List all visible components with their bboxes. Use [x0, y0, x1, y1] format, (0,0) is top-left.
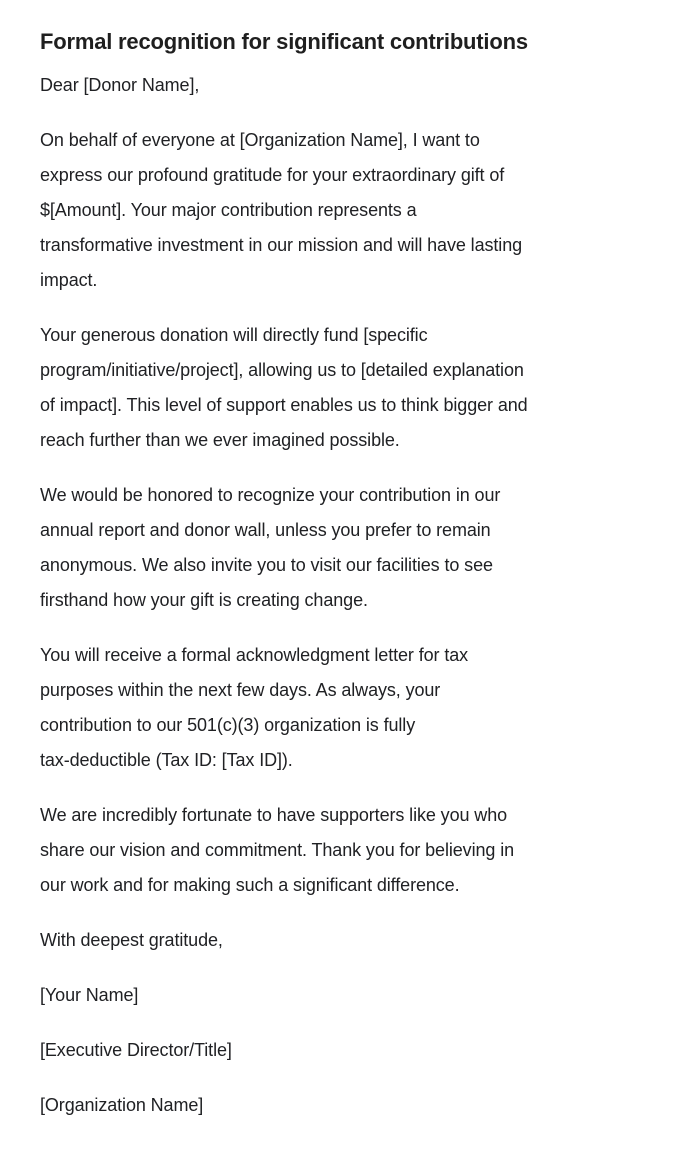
paragraph-recognition: We would be honored to recognize your contribution in our annual report and donor wall, unless you prefer to remain anonymous. We also invite you to visit our facilities to see firsthand how your gift is creating change. [40, 485, 501, 610]
salutation: Dear [Donor Name], [40, 75, 200, 95]
signature-organization: [Organization Name] [40, 1095, 204, 1115]
signature-title: [Executive Director/Title] [40, 1040, 232, 1060]
signature-name: [Your Name] [40, 985, 139, 1005]
page-title: Formal recognition for significant contributions [40, 29, 528, 54]
paragraph-funding: Your generous donation will directly fund [specific program/initiative/project], allowing us to [detailed explanation of impact]. This level of support enables us to think bigger and reach further than we ever imagined possible. [40, 325, 528, 450]
closing: With deepest gratitude, [40, 930, 223, 950]
paragraph-gratitude: On behalf of everyone at [Organization Name], I want to express our profound gratitude for your extraordinary gift of $[Amount]. Your major contribution represents a transformative investment in our mission and will have lasting impact. [40, 130, 523, 290]
paragraph-thanks: We are incredibly fortunate to have supporters like you who share our vision and commitment. Thank you for believing in our work and for making such a significant difference. [40, 805, 515, 895]
paragraph-tax: You will receive a formal acknowledgment letter for tax purposes within the next few days. As always, your contribution to our 501(c)(3) organization is fully tax-deductible (Tax ID: [Tax ID]). [40, 645, 469, 770]
